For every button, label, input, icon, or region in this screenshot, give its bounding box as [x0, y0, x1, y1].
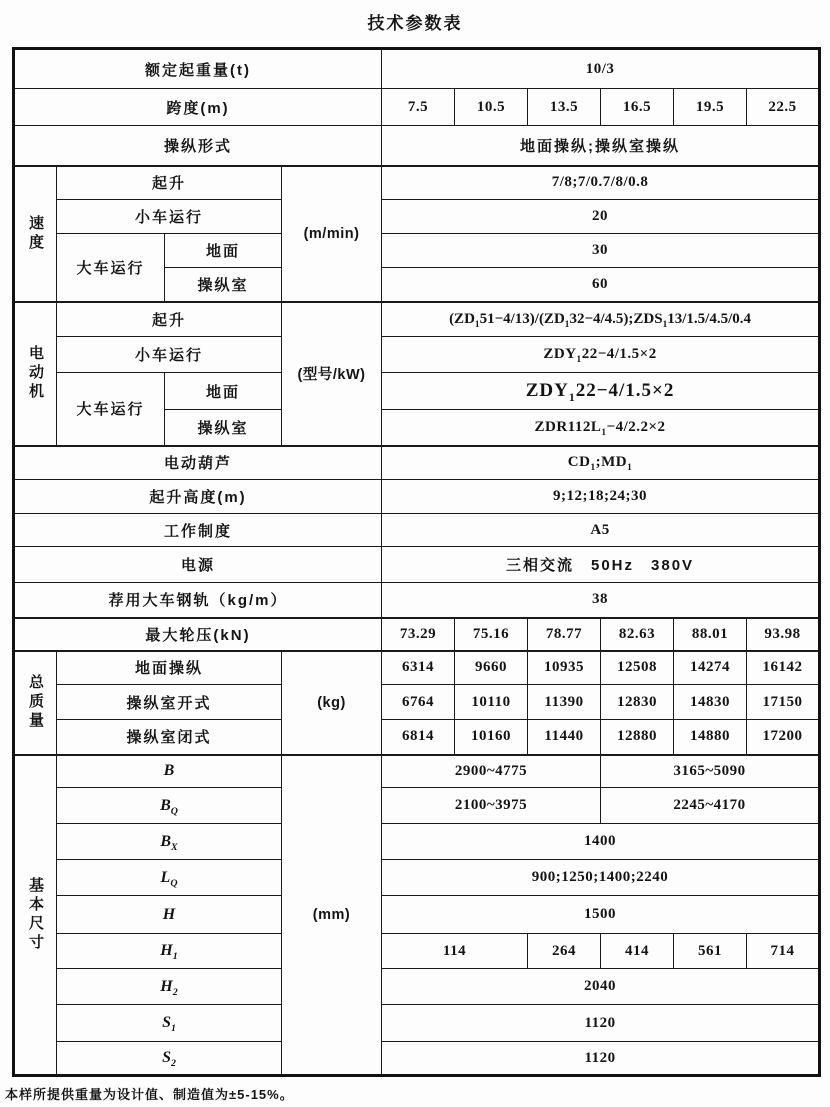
dim-s1-label: $S_1$ [57, 1005, 282, 1042]
dim-h-value: 1500 [382, 896, 820, 934]
total-mass-row3-label: 操纵室闭式 [57, 720, 282, 755]
duty-class-label: 工作制度 [14, 514, 382, 547]
total-mass-group-label: 总质量 [14, 651, 57, 755]
span-value-6: 22.5 [747, 89, 820, 126]
dim-h1-value-3: 414 [601, 934, 674, 969]
total-mass-row1-value-5: 14274 [674, 651, 747, 685]
total-mass-row2-value-6: 17150 [747, 685, 820, 720]
footnote: 本样所提供重量为设计值、制造值为±5-15%。 [5, 1087, 294, 1102]
motor-crane-label: 大车运行 [57, 373, 165, 446]
rated-capacity-label: 额定起重量(t) [14, 49, 382, 89]
max-wheel-load-value-5: 88.01 [674, 618, 747, 651]
speed-crane-cab-label: 操纵室 [165, 268, 282, 302]
motor-trolley-label: 小车运行 [57, 337, 282, 373]
power-value: 三相交流 50Hz 380V [382, 547, 820, 583]
dim-lq-label: $L_Q$ [57, 860, 282, 896]
speed-hoist-value: 7/8;7/0.7/8/0.8 [382, 166, 820, 200]
speed-crane-ground-label: 地面 [165, 234, 282, 268]
dim-h1-value-2: 264 [528, 934, 601, 969]
dim-h2-value: 2040 [382, 969, 820, 1005]
span-label: 跨度(m) [14, 89, 382, 126]
total-mass-row2-value-5: 14830 [674, 685, 747, 720]
span-value-4: 16.5 [601, 89, 674, 126]
dim-s2-value: 1120 [382, 1042, 820, 1076]
span-value-2: 10.5 [455, 89, 528, 126]
total-mass-row2-value-1: 6764 [382, 685, 455, 720]
total-mass-unit: (kg) [282, 651, 382, 755]
motor-crane-cab-label: 操纵室 [165, 410, 282, 446]
span-value-1: 7.5 [382, 89, 455, 126]
total-mass-row3-value-3: 11440 [528, 720, 601, 755]
dimensions-unit: (mm) [282, 755, 382, 1076]
motor-crane-cab-value: $ZDR112L_1-4/2.2\times 2$ [382, 410, 820, 446]
total-mass-row1-value-2: 9660 [455, 651, 528, 685]
speed-hoist-label: 起升 [57, 166, 282, 200]
page-title: 技术参数表 [367, 14, 463, 33]
control-mode-label: 操纵形式 [14, 126, 382, 166]
dimensions-group-label: 基本尺寸 [14, 755, 57, 1076]
dim-s1-value: 1120 [382, 1005, 820, 1042]
dim-bq-value-left: 2100~3975 [382, 788, 601, 824]
rated-capacity-value: 10/3 [382, 49, 820, 89]
dim-b-label: B [57, 755, 282, 788]
rail-label: 荐用大车钢轨（kg/m） [14, 583, 382, 618]
max-wheel-load-label: 最大轮压(kN) [14, 618, 382, 651]
total-mass-row1-value-4: 12508 [601, 651, 674, 685]
max-wheel-load-value-2: 75.16 [455, 618, 528, 651]
max-wheel-load-value-4: 82.63 [601, 618, 674, 651]
dim-bq-value-right: 2245~4170 [601, 788, 820, 824]
motor-crane-ground-label: 地面 [165, 373, 282, 410]
motor-crane-ground-value: $ZDY_122-4/1.5\times 2$ [382, 373, 820, 410]
speed-crane-cab-value: 60 [382, 268, 820, 302]
dim-h1-value-5: 714 [747, 934, 820, 969]
dim-h1-value-4: 561 [674, 934, 747, 969]
total-mass-row3-value-4: 12880 [601, 720, 674, 755]
total-mass-row2-value-2: 10110 [455, 685, 528, 720]
max-wheel-load-value-6: 93.98 [747, 618, 820, 651]
total-mass-row3-value-2: 10160 [455, 720, 528, 755]
dim-b-value-left: 2900~4775 [382, 755, 601, 788]
speed-trolley-label: 小车运行 [57, 200, 282, 234]
motor-group-label: 电动机 [14, 302, 57, 446]
total-mass-row2-label: 操纵室开式 [57, 685, 282, 720]
total-mass-row3-value-6: 17200 [747, 720, 820, 755]
total-mass-row1-value-1: 6314 [382, 651, 455, 685]
motor-trolley-value: $ZDY_122-4/1.5\times 2$ [382, 337, 820, 373]
speed-crane-label: 大车运行 [57, 234, 165, 302]
total-mass-row1-value-6: 16142 [747, 651, 820, 685]
spec-table [12, 47, 821, 1077]
dim-h1-label: $H_1$ [57, 934, 282, 969]
electric-hoist-value: $CD_1;MD_1$ [382, 446, 820, 480]
dim-bq-label: $B_Q$ [57, 788, 282, 824]
total-mass-row3-value-5: 14880 [674, 720, 747, 755]
span-value-5: 19.5 [674, 89, 747, 126]
speed-crane-ground-value: 30 [382, 234, 820, 268]
dim-h-label: H [57, 896, 282, 934]
dim-h1-value-1: 114 [382, 934, 528, 969]
dim-s2-label: $S_2$ [57, 1042, 282, 1076]
max-wheel-load-value-1: 73.29 [382, 618, 455, 651]
motor-hoist-label: 起升 [57, 302, 282, 337]
dim-bx-value: 1400 [382, 824, 820, 860]
motor-hoist-value: $(ZD_151-4/13)/(ZD_132-4/4.5);ZDS_113/1.5/4.5/0.4$ [382, 302, 820, 337]
max-wheel-load-value-3: 78.77 [528, 618, 601, 651]
electric-hoist-label: 电动葫芦 [14, 446, 382, 480]
total-mass-row1-label: 地面操纵 [57, 651, 282, 685]
dim-bx-label: $B_X$ [57, 824, 282, 860]
dim-b-value-right: 3165~5090 [601, 755, 820, 788]
speed-trolley-value: 20 [382, 200, 820, 234]
total-mass-row2-value-4: 12830 [601, 685, 674, 720]
lift-height-label: 起升高度(m) [14, 480, 382, 514]
span-value-3: 13.5 [528, 89, 601, 126]
dim-lq-value: 900;1250;1400;2240 [382, 860, 820, 896]
motor-unit: (型号/kW) [282, 302, 382, 446]
total-mass-row3-value-1: 6814 [382, 720, 455, 755]
lift-height-value: 9;12;18;24;30 [382, 480, 820, 514]
rail-value: 38 [382, 583, 820, 618]
speed-group-label: 速度 [14, 166, 57, 302]
duty-class-value: A5 [382, 514, 820, 547]
dim-h2-label: $H_2$ [57, 969, 282, 1005]
total-mass-row2-value-3: 11390 [528, 685, 601, 720]
power-label: 电源 [14, 547, 382, 583]
total-mass-row1-value-3: 10935 [528, 651, 601, 685]
control-mode-value: 地面操纵;操纵室操纵 [382, 126, 820, 166]
speed-unit: (m/min) [282, 166, 382, 302]
